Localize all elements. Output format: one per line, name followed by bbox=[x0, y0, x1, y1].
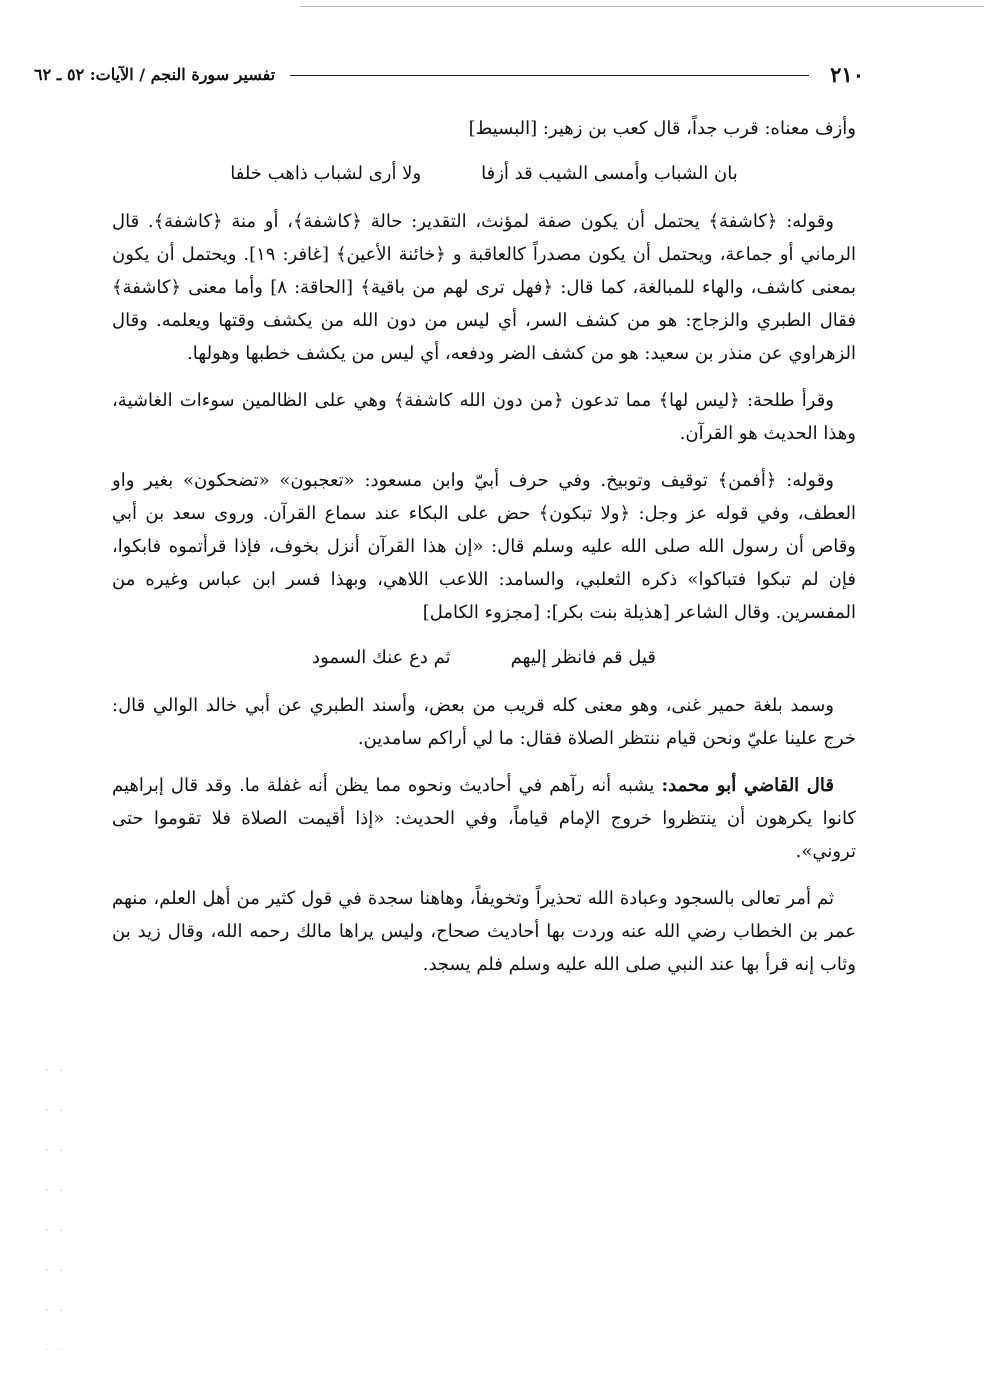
header-rule bbox=[290, 75, 809, 76]
paragraph-3: وقرأ طلحة: ﴿ليس لها﴾ مما تدعون ﴿من دون الله كاشفة﴾ وهي على الظالمين سوءات الغاشية، وهذا الحديث هو القرآن. bbox=[112, 390, 856, 444]
top-edge-rule bbox=[300, 6, 984, 7]
qadi-abu-muhammad-label: قال القاضي أبو محمد: bbox=[661, 775, 834, 796]
paragraph-6-text: يشبه أنه رآهم في أحاديث ونحوه مما يظن أنه غفلة ما. وقد قال إبراهيم كانوا يكرهون أن ينتظروا خروج الإمام قياماً، وفي الحديث: «إذا أقيمت الصلاة فلا تقوموا حتى تروني». bbox=[112, 775, 856, 862]
paragraph-5: وسمد بلغة حمير غنى، وهو معنى كله قريب من بعض، وأسند الطبري عن أبي خالد الوالي قال: خرج علينا عليّ ونحن قيام ننتظر الصلاة فقال: ما لي أراكم سامدين. bbox=[112, 695, 856, 749]
scan-speckle bbox=[40, 1050, 70, 1350]
paragraph-2: وقوله: ﴿كاشفة﴾ يحتمل أن يكون صفة لمؤنث، التقدير: حالة ﴿كاشفة﴾، أو منة ﴿كاشفة﴾. قال الرماني أو جماعة، ويحتمل أن يكون مصدراً كالعاقبة و ﴿خائنة الأعين﴾ [غافر: ١٩]. ويحتمل أن يكون بمعنى كاشف، والهاء للمبالغة، كما قال: ﴿فهل ترى لهم من باقية﴾ [الحاقة: ٨] وأما معنى ﴿كاشفة﴾ فقال الطبري والزجاج: هو من كشف السر، أي ليس من دون الله من يكشف وقتها ويعلمه. وقال الزهراوي عن منذر بن سعيد: هو من كشف الضر ودفعه، أي ليس من يكشف خطبها وهولها. bbox=[112, 211, 857, 364]
running-title: تفسير سورة النجم / الآيات: ٥٢ ـ ٦٢ bbox=[34, 65, 276, 84]
verse-2-second-hemistich: ثم دع عنك السمود bbox=[312, 647, 451, 668]
paragraph-4: وقوله: ﴿أفمن﴾ توقيف وتوبيخ. وفي حرف أبيّ وابن مسعود: «تعجبون» «تضحكون» بغير واو العطف، وفي قوله عز وجل: ﴿ولا تبكون﴾ حض على البكاء عند سماع القرآن. وروى سعد بن أبي وقاص أن رسول الله صلى الله عليه وسلم قال: «إن هذا القرآن أنزل بخوف، فإذا قرأتموه فابكوا، فإن لم تبكوا فتباكوا» ذكره الثعلبي، والسامد: اللاعب اللاهي، وبهذا فسر ابن عباس وغيره من المفسرين. وقال الشاعر [هذيلة بنت بكر]: [مجزوء الكامل] bbox=[112, 470, 856, 623]
paragraph-1: وأزف معناه: قرب جداً، قال كعب بن زهير: [البسيط] bbox=[468, 118, 856, 139]
paragraph-6 bbox=[112, 769, 856, 868]
running-header bbox=[0, 60, 984, 90]
verse-1 bbox=[112, 159, 856, 189]
paragraph-7: ثم أمر تعالى بالسجود وعبادة الله تحذيراً وتخويفاً، وهاهنا سجدة في قول كثير من أهل العلم، منهم عمر بن الخطاب رضي الله عنه وردت بها أحاديث صحاح، وليس يراها مالك رحمه الله، وقال زيد بن وثاب إنه قرأ بها عند النبي صلى الله عليه وسلم فلم يسجد. bbox=[112, 888, 856, 975]
page-body bbox=[112, 112, 856, 995]
verse-1-second-hemistich: ولا أرى لشباب ذاهب خلفا bbox=[230, 163, 422, 184]
verse-2 bbox=[112, 643, 856, 673]
verse-2-first-hemistich: قيل قم فانظر إليهم bbox=[510, 647, 656, 668]
page-number: ٢١٠ bbox=[830, 62, 864, 87]
verse-1-first-hemistich: بان الشباب وأمسى الشيب قد أزفا bbox=[481, 163, 738, 184]
